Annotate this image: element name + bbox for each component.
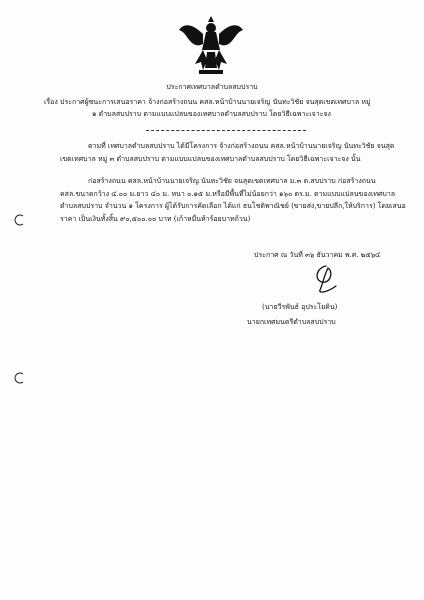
paragraph-line: คสล.ขนาดกว้าง ๔.๐๐ ม.ยาว ๔๐ ม. หนา ๐.๑๕ ม.หรือมีพื้นที่ไม่น้อยกว่า ๑๖๐ ตร.ม. ตามแบบแปลนของเทศบาล <box>60 190 396 198</box>
paragraph-line: ราคา เป็นเงินทั้งสิ้น ๙๐,๕๐๐.๐๐ บาท (เก้าหมื่นห้าร้อยบาทถ้วน) <box>60 215 251 223</box>
document-title: ประกาศเทศบาลตำบลสบปราบ <box>166 83 258 91</box>
handwritten-signature <box>308 262 342 298</box>
signer-name: (นายวีรพันธ์ อุประโยคิน) <box>262 303 338 311</box>
announcement-date: ประกาศ ณ วันที่ ๓๖ ธันวาคม พ.ศ. ๒๕๖๔ <box>254 251 381 259</box>
paragraph-line: ก่อสร้างถนน คสล.หน้าบ้านนายเจริญ นันทะวิชัย จนสุดเขตเทศบาล ม.๓ ต.สบปราบ ก่อสร้างถนน <box>88 177 376 185</box>
punch-hole-mark <box>14 214 26 226</box>
paragraph-line: ตามที่ เทศบาลตำบลสบปราบ ได้มีโครงการ จ้างก่อสร้างถนน คสล.หน้าบ้านนายเจริญ นันทะวิชัย จนสุด <box>88 142 395 150</box>
subject-line: ๑ ตำบลสบปราบ ตามแบบแปลนของเทศบาลตำบลสบปราบ โดยวิธีเฉพาะเจาะจง <box>92 110 331 118</box>
paragraph-line: เขตเทศบาล หมู่ ๓ ตำบลสบปราบ ตามแบบแปลนของเทศบาลตำบลสบปราบ โดยวิธีเฉพาะเจาะจง นั้น <box>60 155 361 163</box>
subject-line: เรื่อง ประกาศผู้ชนะการเสนอราคา จ้างก่อสร้างถนน คสล.หน้าบ้านนายเจริญ นันทะวิชัย จนสุดเขตเทศบาล หมู่ <box>44 98 371 106</box>
punch-hole-mark <box>14 372 26 384</box>
garuda-emblem <box>177 12 245 78</box>
divider <box>146 130 306 131</box>
paragraph-line: ตำบลสบปราบ จำนวน ๑ โครงการ ผู้ได้รับการคัดเลือก ได้แก่ ธนโชติพาณิชย์ (ขายส่ง,ขายปลีก,ให้บริการ) โดยเสนอ <box>60 202 406 210</box>
signer-position: นายกเทศมนตรีตำบลสบปราบ <box>247 318 336 326</box>
